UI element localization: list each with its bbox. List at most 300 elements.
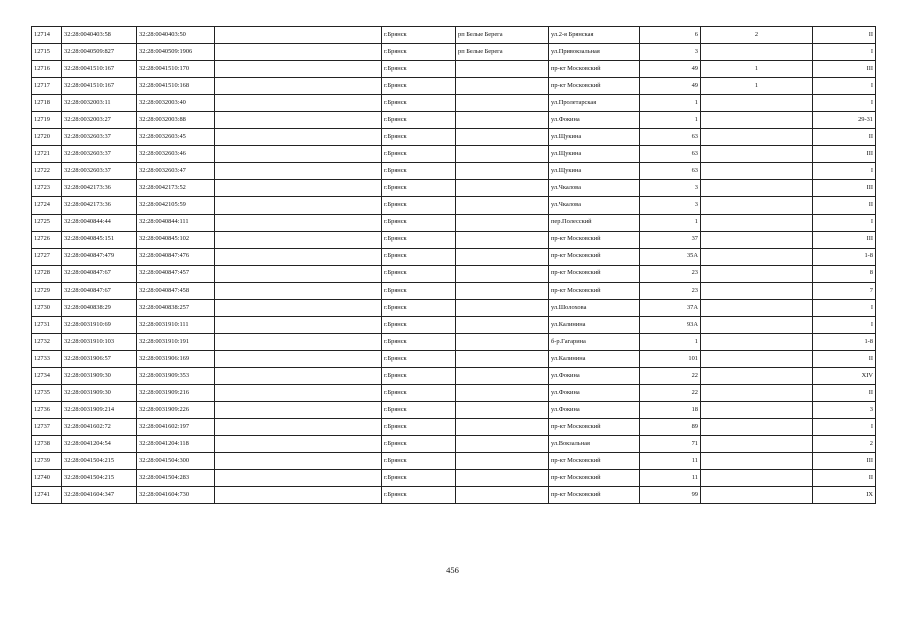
street-cell: ул.Щукина [549, 163, 640, 180]
street-cell: ул.Щукина [549, 129, 640, 146]
street-cell: пер.Полесский [549, 214, 640, 231]
table-row [32, 453, 876, 470]
street-cell: ул.Калинина [549, 350, 640, 367]
building-number-cell [701, 197, 813, 214]
object-cadastral-number-cell: 32:28:0041504:283 [137, 470, 215, 487]
cadastral-number-cell: 32:28:0032603:37 [62, 129, 137, 146]
district-cell [456, 95, 549, 112]
district-cell [456, 180, 549, 197]
building-number-cell [701, 44, 813, 61]
city-cell: г.Брянск [382, 333, 456, 350]
description-cell [215, 436, 382, 453]
house-number-cell: 1 [640, 214, 701, 231]
cadastral-number-cell: 32:28:0042173:36 [62, 180, 137, 197]
row-number-cell: 12738 [32, 436, 62, 453]
house-number-cell: 93А [640, 316, 701, 333]
building-number-cell [701, 487, 813, 504]
street-cell: ул.Фокина [549, 402, 640, 419]
premises-number-cell: XIV [813, 367, 876, 384]
table-row [32, 214, 876, 231]
premises-number-cell: II [813, 470, 876, 487]
house-number-cell: 89 [640, 419, 701, 436]
table-row [32, 163, 876, 180]
city-cell: г.Брянск [382, 487, 456, 504]
object-cadastral-number-cell: 32:28:0040838:257 [137, 299, 215, 316]
object-cadastral-number-cell: 32:28:0032603:45 [137, 129, 215, 146]
house-number-cell: 63 [640, 129, 701, 146]
table-row [32, 333, 876, 350]
city-cell: г.Брянск [382, 112, 456, 129]
object-cadastral-number-cell: 32:28:0040847:458 [137, 282, 215, 299]
street-cell: ул.Чкалова [549, 180, 640, 197]
cadastral-number-cell: 32:28:0040847:67 [62, 265, 137, 282]
table-row [32, 350, 876, 367]
object-cadastral-number-cell: 32:28:0032603:46 [137, 146, 215, 163]
row-number-cell: 12720 [32, 129, 62, 146]
building-number-cell [701, 299, 813, 316]
district-cell [456, 367, 549, 384]
description-cell [215, 197, 382, 214]
premises-number-cell: III [813, 180, 876, 197]
city-cell: г.Брянск [382, 436, 456, 453]
description-cell [215, 248, 382, 265]
premises-number-cell: I [813, 316, 876, 333]
city-cell: г.Брянск [382, 316, 456, 333]
city-cell: г.Брянск [382, 214, 456, 231]
object-cadastral-number-cell: 32:28:0032003:40 [137, 95, 215, 112]
description-cell [215, 402, 382, 419]
district-cell [456, 61, 549, 78]
house-number-cell: 49 [640, 78, 701, 95]
building-number-cell [701, 112, 813, 129]
cadastral-number-cell: 32:28:0041504:215 [62, 470, 137, 487]
row-number-cell: 12726 [32, 231, 62, 248]
row-number-cell: 12717 [32, 78, 62, 95]
city-cell: г.Брянск [382, 282, 456, 299]
house-number-cell: 23 [640, 282, 701, 299]
row-number-cell: 12741 [32, 487, 62, 504]
table-row [32, 436, 876, 453]
description-cell [215, 282, 382, 299]
description-cell [215, 367, 382, 384]
premises-number-cell: I [813, 214, 876, 231]
district-cell: рп Белые Берега [456, 27, 549, 44]
premises-number-cell: 1-8 [813, 248, 876, 265]
premises-number-cell: I [813, 78, 876, 95]
house-number-cell: 3 [640, 197, 701, 214]
description-cell [215, 487, 382, 504]
house-number-cell: 6 [640, 27, 701, 44]
building-number-cell [701, 316, 813, 333]
building-number-cell [701, 248, 813, 265]
registry-table-body [32, 27, 876, 504]
city-cell: г.Брянск [382, 350, 456, 367]
table-row [32, 78, 876, 95]
building-number-cell [701, 367, 813, 384]
object-cadastral-number-cell: 32:28:0040403:50 [137, 27, 215, 44]
object-cadastral-number-cell: 32:28:0040845:102 [137, 231, 215, 248]
premises-number-cell: 7 [813, 282, 876, 299]
description-cell [215, 146, 382, 163]
street-cell: пр-кт Московский [549, 231, 640, 248]
registry-table [31, 26, 876, 504]
row-number-cell: 12733 [32, 350, 62, 367]
description-cell [215, 299, 382, 316]
row-number-cell: 12727 [32, 248, 62, 265]
city-cell: г.Брянск [382, 197, 456, 214]
premises-number-cell: III [813, 146, 876, 163]
row-number-cell: 12718 [32, 95, 62, 112]
object-cadastral-number-cell: 32:28:0031910:111 [137, 316, 215, 333]
street-cell: ул.Пролетарская [549, 95, 640, 112]
district-cell [456, 384, 549, 401]
row-number-cell: 12725 [32, 214, 62, 231]
table-row [32, 316, 876, 333]
house-number-cell: 63 [640, 163, 701, 180]
city-cell: г.Брянск [382, 180, 456, 197]
premises-number-cell: II [813, 27, 876, 44]
table-row [32, 231, 876, 248]
row-number-cell: 12716 [32, 61, 62, 78]
district-cell [456, 129, 549, 146]
description-cell [215, 231, 382, 248]
object-cadastral-number-cell: 32:28:0041510:170 [137, 61, 215, 78]
building-number-cell: 2 [701, 27, 813, 44]
district-cell [456, 282, 549, 299]
house-number-cell: 1 [640, 333, 701, 350]
street-cell: ул.Фокина [549, 367, 640, 384]
city-cell: г.Брянск [382, 61, 456, 78]
district-cell [456, 231, 549, 248]
object-cadastral-number-cell: 32:28:0040847:457 [137, 265, 215, 282]
object-cadastral-number-cell: 32:28:0041604:730 [137, 487, 215, 504]
cadastral-number-cell: 32:28:0031910:103 [62, 333, 137, 350]
description-cell [215, 95, 382, 112]
city-cell: г.Брянск [382, 419, 456, 436]
building-number-cell [701, 180, 813, 197]
cadastral-number-cell: 32:28:0042173:36 [62, 197, 137, 214]
object-cadastral-number-cell: 32:28:0040509:1906 [137, 44, 215, 61]
cadastral-number-cell: 32:28:0041510:167 [62, 78, 137, 95]
district-cell [456, 163, 549, 180]
street-cell: ул.Привокзальная [549, 44, 640, 61]
description-cell [215, 112, 382, 129]
cadastral-number-cell: 32:28:0040403:58 [62, 27, 137, 44]
city-cell: г.Брянск [382, 95, 456, 112]
table-row [32, 112, 876, 129]
district-cell [456, 265, 549, 282]
cadastral-number-cell: 32:28:0040847:479 [62, 248, 137, 265]
premises-number-cell: II [813, 384, 876, 401]
street-cell: пр-кт Московский [549, 453, 640, 470]
building-number-cell [701, 402, 813, 419]
row-number-cell: 12735 [32, 384, 62, 401]
street-cell: пр-кт Московский [549, 248, 640, 265]
house-number-cell: 99 [640, 487, 701, 504]
city-cell: г.Брянск [382, 367, 456, 384]
table-row [32, 44, 876, 61]
district-cell [456, 419, 549, 436]
description-cell [215, 129, 382, 146]
premises-number-cell: II [813, 197, 876, 214]
premises-number-cell: I [813, 163, 876, 180]
building-number-cell [701, 333, 813, 350]
premises-number-cell: 29-31 [813, 112, 876, 129]
table-row [32, 384, 876, 401]
street-cell: пр-кт Московский [549, 282, 640, 299]
table-row [32, 146, 876, 163]
house-number-cell: 3 [640, 44, 701, 61]
cadastral-number-cell: 32:28:0040845:151 [62, 231, 137, 248]
street-cell: ул.Фокина [549, 112, 640, 129]
premises-number-cell: I [813, 299, 876, 316]
row-number-cell: 12729 [32, 282, 62, 299]
cadastral-number-cell: 32:28:0031906:57 [62, 350, 137, 367]
building-number-cell [701, 146, 813, 163]
object-cadastral-number-cell: 32:28:0031910:191 [137, 333, 215, 350]
cadastral-number-cell: 32:28:0041204:54 [62, 436, 137, 453]
object-cadastral-number-cell: 32:28:0031909:226 [137, 402, 215, 419]
district-cell [456, 402, 549, 419]
street-cell: ул.Чкалова [549, 197, 640, 214]
building-number-cell [701, 436, 813, 453]
house-number-cell: 23 [640, 265, 701, 282]
city-cell: г.Брянск [382, 163, 456, 180]
city-cell: г.Брянск [382, 402, 456, 419]
house-number-cell: 71 [640, 436, 701, 453]
city-cell: г.Брянск [382, 129, 456, 146]
description-cell [215, 453, 382, 470]
city-cell: г.Брянск [382, 470, 456, 487]
description-cell [215, 163, 382, 180]
cadastral-number-cell: 32:28:0041504:215 [62, 453, 137, 470]
table-row [32, 419, 876, 436]
building-number-cell: 1 [701, 61, 813, 78]
street-cell: ул.Фокина [549, 384, 640, 401]
house-number-cell: 37А [640, 299, 701, 316]
building-number-cell [701, 129, 813, 146]
street-cell: ул.Щукина [549, 146, 640, 163]
building-number-cell: 1 [701, 78, 813, 95]
row-number-cell: 12730 [32, 299, 62, 316]
premises-number-cell: 2 [813, 436, 876, 453]
description-cell [215, 470, 382, 487]
premises-number-cell: III [813, 231, 876, 248]
house-number-cell: 11 [640, 453, 701, 470]
house-number-cell: 1 [640, 95, 701, 112]
object-cadastral-number-cell: 32:28:0042173:52 [137, 180, 215, 197]
object-cadastral-number-cell: 32:28:0041504:300 [137, 453, 215, 470]
table-row [32, 265, 876, 282]
street-cell: б-р.Гагарина [549, 333, 640, 350]
premises-number-cell: III [813, 61, 876, 78]
district-cell [456, 299, 549, 316]
city-cell: г.Брянск [382, 231, 456, 248]
premises-number-cell: IX [813, 487, 876, 504]
table-row [32, 95, 876, 112]
district-cell [456, 487, 549, 504]
district-cell [456, 316, 549, 333]
description-cell [215, 350, 382, 367]
row-number-cell: 12728 [32, 265, 62, 282]
row-number-cell: 12732 [32, 333, 62, 350]
description-cell [215, 316, 382, 333]
building-number-cell [701, 265, 813, 282]
object-cadastral-number-cell: 32:28:0041204:118 [137, 436, 215, 453]
table-row [32, 61, 876, 78]
cadastral-number-cell: 32:28:0031909:30 [62, 367, 137, 384]
object-cadastral-number-cell: 32:28:0041510:168 [137, 78, 215, 95]
row-number-cell: 12736 [32, 402, 62, 419]
district-cell [456, 333, 549, 350]
city-cell: г.Брянск [382, 265, 456, 282]
object-cadastral-number-cell: 32:28:0041602:197 [137, 419, 215, 436]
district-cell [456, 453, 549, 470]
premises-number-cell: III [813, 453, 876, 470]
street-cell: ул.Калинина [549, 316, 640, 333]
page-number: 456 [446, 565, 459, 575]
description-cell [215, 384, 382, 401]
premises-number-cell: I [813, 44, 876, 61]
house-number-cell: 18 [640, 402, 701, 419]
street-cell: пр-кт Московский [549, 470, 640, 487]
house-number-cell: 35А [640, 248, 701, 265]
table-row [32, 248, 876, 265]
cadastral-number-cell: 32:28:0032603:37 [62, 163, 137, 180]
cadastral-number-cell: 32:28:0031909:30 [62, 384, 137, 401]
city-cell: г.Брянск [382, 453, 456, 470]
street-cell: пр-кт Московский [549, 78, 640, 95]
street-cell: ул.2-я Брянская [549, 27, 640, 44]
cadastral-number-cell: 32:28:0031910:69 [62, 316, 137, 333]
district-cell: рп Белые Берега [456, 44, 549, 61]
row-number-cell: 12715 [32, 44, 62, 61]
description-cell [215, 44, 382, 61]
street-cell: пр-кт Московский [549, 419, 640, 436]
house-number-cell: 22 [640, 384, 701, 401]
row-number-cell: 12723 [32, 180, 62, 197]
district-cell [456, 436, 549, 453]
building-number-cell [701, 282, 813, 299]
city-cell: г.Брянск [382, 384, 456, 401]
house-number-cell: 37 [640, 231, 701, 248]
description-cell [215, 78, 382, 95]
building-number-cell [701, 95, 813, 112]
object-cadastral-number-cell: 32:28:0040844:111 [137, 214, 215, 231]
house-number-cell: 63 [640, 146, 701, 163]
description-cell [215, 27, 382, 44]
cadastral-number-cell: 32:28:0041604:347 [62, 487, 137, 504]
house-number-cell: 3 [640, 180, 701, 197]
cadastral-number-cell: 32:28:0040509:827 [62, 44, 137, 61]
row-number-cell: 12740 [32, 470, 62, 487]
premises-number-cell: II [813, 129, 876, 146]
table-row [32, 180, 876, 197]
row-number-cell: 12739 [32, 453, 62, 470]
district-cell [456, 112, 549, 129]
object-cadastral-number-cell: 32:28:0032603:47 [137, 163, 215, 180]
district-cell [456, 78, 549, 95]
premises-number-cell: I [813, 95, 876, 112]
city-cell: г.Брянск [382, 146, 456, 163]
table-row [32, 487, 876, 504]
object-cadastral-number-cell: 32:28:0031909:353 [137, 367, 215, 384]
district-cell [456, 197, 549, 214]
cadastral-number-cell: 32:28:0041602:72 [62, 419, 137, 436]
table-row [32, 129, 876, 146]
building-number-cell [701, 163, 813, 180]
object-cadastral-number-cell: 32:28:0042105:59 [137, 197, 215, 214]
district-cell [456, 470, 549, 487]
building-number-cell [701, 231, 813, 248]
table-row [32, 197, 876, 214]
table-row [32, 367, 876, 384]
building-number-cell [701, 384, 813, 401]
cadastral-number-cell: 32:28:0040838:29 [62, 299, 137, 316]
premises-number-cell: I [813, 419, 876, 436]
object-cadastral-number-cell: 32:28:0031906:169 [137, 350, 215, 367]
row-number-cell: 12719 [32, 112, 62, 129]
building-number-cell [701, 214, 813, 231]
city-cell: г.Брянск [382, 248, 456, 265]
street-cell: пр-кт Московский [549, 487, 640, 504]
row-number-cell: 12722 [32, 163, 62, 180]
house-number-cell: 1 [640, 112, 701, 129]
description-cell [215, 333, 382, 350]
street-cell: пр-кт Московский [549, 265, 640, 282]
street-cell: пр-кт Московский [549, 61, 640, 78]
premises-number-cell: II [813, 350, 876, 367]
city-cell: г.Брянск [382, 44, 456, 61]
cadastral-number-cell: 32:28:0031909:214 [62, 402, 137, 419]
building-number-cell [701, 350, 813, 367]
district-cell [456, 146, 549, 163]
description-cell [215, 419, 382, 436]
city-cell: г.Брянск [382, 299, 456, 316]
street-cell: ул.Вокзальная [549, 436, 640, 453]
cadastral-number-cell: 32:28:0040844:44 [62, 214, 137, 231]
premises-number-cell: 8 [813, 265, 876, 282]
object-cadastral-number-cell: 32:28:0032003:88 [137, 112, 215, 129]
table-row [32, 299, 876, 316]
object-cadastral-number-cell: 32:28:0040847:476 [137, 248, 215, 265]
city-cell: г.Брянск [382, 27, 456, 44]
row-number-cell: 12731 [32, 316, 62, 333]
row-number-cell: 12734 [32, 367, 62, 384]
table-row [32, 470, 876, 487]
description-cell [215, 180, 382, 197]
cadastral-number-cell: 32:28:0032003:11 [62, 95, 137, 112]
object-cadastral-number-cell: 32:28:0031909:216 [137, 384, 215, 401]
cadastral-number-cell: 32:28:0032603:37 [62, 146, 137, 163]
cadastral-number-cell: 32:28:0040847:67 [62, 282, 137, 299]
district-cell [456, 214, 549, 231]
cadastral-number-cell: 32:28:0041510:167 [62, 61, 137, 78]
building-number-cell [701, 453, 813, 470]
house-number-cell: 49 [640, 61, 701, 78]
row-number-cell: 12721 [32, 146, 62, 163]
cadastral-number-cell: 32:28:0032003:27 [62, 112, 137, 129]
house-number-cell: 101 [640, 350, 701, 367]
table-row [32, 402, 876, 419]
row-number-cell: 12724 [32, 197, 62, 214]
city-cell: г.Брянск [382, 78, 456, 95]
table-row [32, 282, 876, 299]
row-number-cell: 12714 [32, 27, 62, 44]
premises-number-cell: 1-8 [813, 333, 876, 350]
district-cell [456, 248, 549, 265]
house-number-cell: 11 [640, 470, 701, 487]
